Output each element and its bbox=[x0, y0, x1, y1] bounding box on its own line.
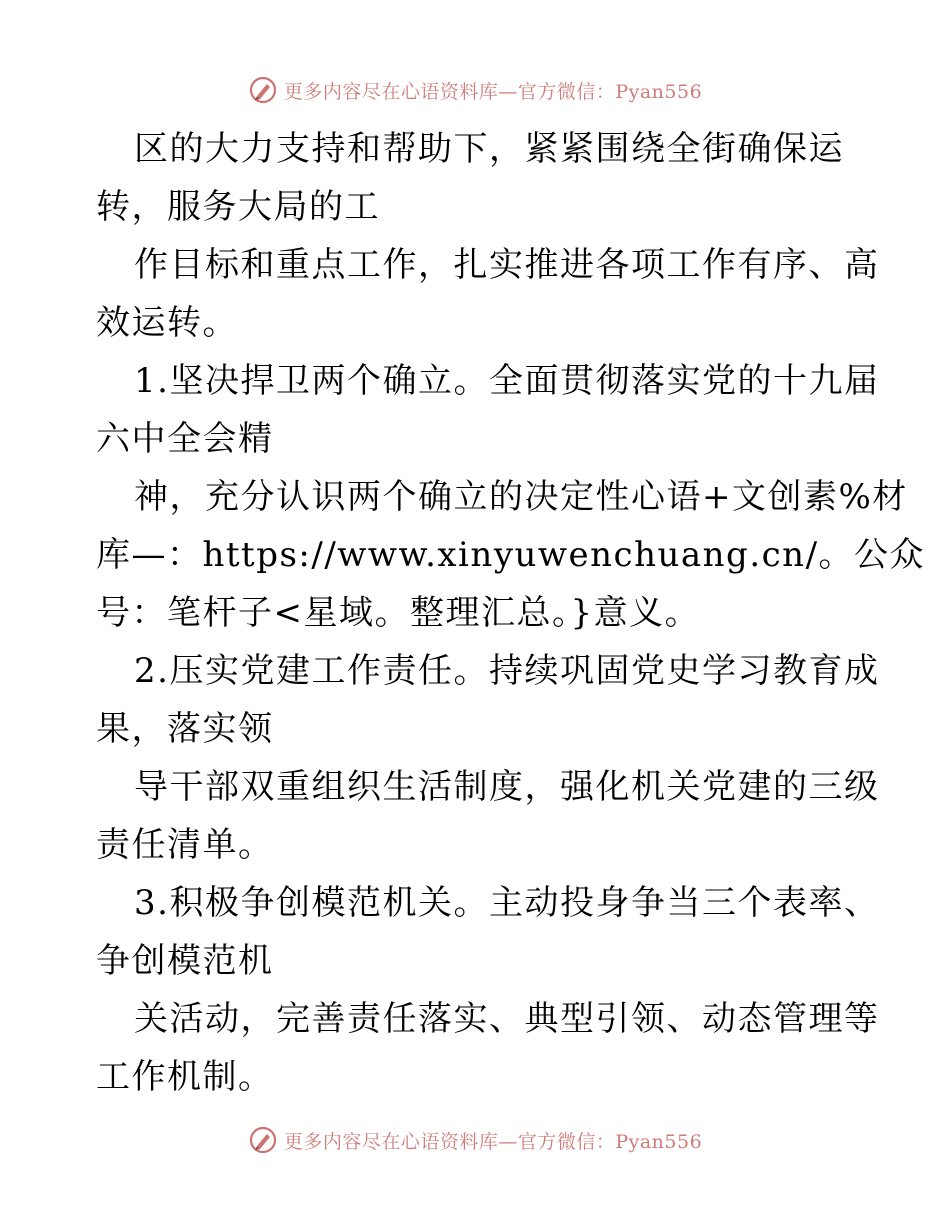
text-line: 号：笔杆子<星域。整理汇总。}意义。 bbox=[96, 593, 701, 633]
text-line: 3.积极争创模范机关。主动投身争当三个表率、 bbox=[134, 883, 880, 923]
document-body bbox=[96, 120, 926, 1106]
header-watermark bbox=[0, 70, 950, 110]
watermark-text: 更多内容尽在心语资料库—官方微信：Pyan556 bbox=[283, 80, 703, 103]
text-line: 作目标和重点工作，扎实推进各项工作有序、高 bbox=[134, 245, 880, 285]
text-line: 六中全会精 bbox=[96, 419, 274, 459]
text-line: 2.压实党建工作责任。持续巩固党史学习教育成 bbox=[134, 651, 880, 691]
pen-in-circle-logo-icon bbox=[248, 75, 278, 105]
text-line: 关活动，完善责任落实、典型引领、动态管理等 bbox=[134, 999, 880, 1039]
text-line: 1.坚决捍卫两个确立。全面贯彻落实党的十九届 bbox=[134, 361, 880, 401]
text-line: 争创模范机 bbox=[96, 941, 274, 981]
text-line: 效运转。 bbox=[96, 303, 238, 343]
text-line: 区的大力支持和帮助下，紧紧围绕全街确保运 bbox=[134, 129, 844, 169]
text-line: 责任清单。 bbox=[96, 825, 274, 865]
watermark-text: 更多内容尽在心语资料库—官方微信：Pyan556 bbox=[283, 1130, 703, 1153]
text-line: 导干部双重组织生活制度，强化机关党建的三级 bbox=[134, 767, 880, 807]
text-line: 果，落实领 bbox=[96, 709, 274, 749]
text-line: 转，服务大局的工 bbox=[96, 187, 380, 227]
footer-watermark bbox=[0, 1120, 950, 1160]
text-line: 神，充分认识两个确立的决定性心语+文创素%材 bbox=[134, 477, 908, 517]
text-line: 库—：https://www.xinyuwenchuang.cn/。公众 bbox=[96, 535, 926, 575]
text-line: 工作机制。 bbox=[96, 1057, 274, 1097]
pen-in-circle-logo-icon bbox=[248, 1125, 278, 1155]
